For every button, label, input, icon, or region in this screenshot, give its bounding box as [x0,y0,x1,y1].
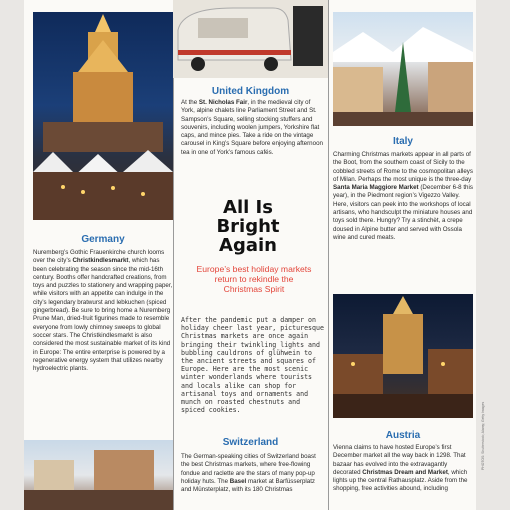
austria-title: Austria [385,430,421,441]
italy-title: Italy [392,136,413,147]
uk-text: At the St. Nicholas Fair, in the medieval city of York, alpine chalets line Parliament Street and St. Sampson’s Square, selling stocking stuffers and souvenirs, including woolen jumpers, Yorkshire flat caps, and mince pies. Take a ride on the vintage carousel in King’s Square before enjoying afternoon tea in one of York’s famous cafés. [181,99,323,156]
feature-lead-text: After the pandemic put a damper on holiday cheer last year, picturesque Christmas markets are once again bringing their twinkling lights and bubbling cauldrons of glühwein to the ancient streets and squares of Europe. Here are the most scenic winter wonderlands where tourists and locals alike can shop for artisanal toys and ornaments and munch on roasted chestnuts and spiced cookies. [181,316,324,415]
feature-headline: All Is Bright Again [216,197,280,256]
uk-title: United Kingdom [211,86,290,97]
germany-photo [33,12,173,220]
photo-credits: PHOTOS: Shutterstock; Alamy; Getty Images [481,401,485,470]
uk-photo [173,0,328,78]
italy-text: Charming Christmas markets appear in all parts of the Boot, from the southern coast of Sicily to the cobbled streets of Rome to the cosmopolitan alleys of Milan. Perhaps the most unique is the three-day Santa Maria Maggiore Market (December 6-8 this year), in the Piedmont region’s Vigezzo Valley. Here, visitors can peek into the workshops of local artisans, who handsculpt the miniature houses and toys sold there. Hungry? Try a stinchèt, a crepe doused in Alpine butter and served with Ossola wine and cured meats. [333,151,473,241]
austria-text: Vienna claims to have hosted Europe’s first December market all the way back in 1298. That bazaar has evolved into the extravagantly decorated Christmas Dream and Market, which lights up the central Rathausplatz. Aside from the shopping, free activities abound, including [333,444,468,493]
germany-title: Germany [81,234,125,245]
switzerland-title: Switzerland [222,437,279,448]
switzerland-text: The German-speaking cities of Switzerland boast the best Christmas markets, where free-flowing fondue and raclette are the stars of many pop-up holiday huts. The Basel market at Barfüsserplatz and Münsterplatz, with its 180 Christmas [181,453,316,494]
feature-subhead: Europe’s best holiday markets return to rekindle the Christmas Spirit [196,264,312,294]
germany-text: Nuremberg’s Gothic Frauenkirche church looms over the city’s Christkindlesmarkt, which has been celebrating the season since the mid-16th century. Booths offer handcrafted creations, from toys and puzzles to stationery and wrapping paper, while visitors with an appetite can indulge in the city’s legendary bratwurst and lebkuchen (spiced gingerbread). Be sure to bring home a Nuremberg Prune Man, dried-fruit figurines made to resemble everyone from lowly chimney sweeps to global soccer stars. The Christkindlesmarkt is also considered the most sustainable market of its kind in Europe: The entire enterprise is powered by a regenerative energy system that utilizes nearby hydroelectric plants. [33,249,173,373]
switzerland-photo [24,440,173,510]
italy-photo [333,12,473,126]
austria-photo [333,294,473,418]
column-divider-right [328,0,329,510]
